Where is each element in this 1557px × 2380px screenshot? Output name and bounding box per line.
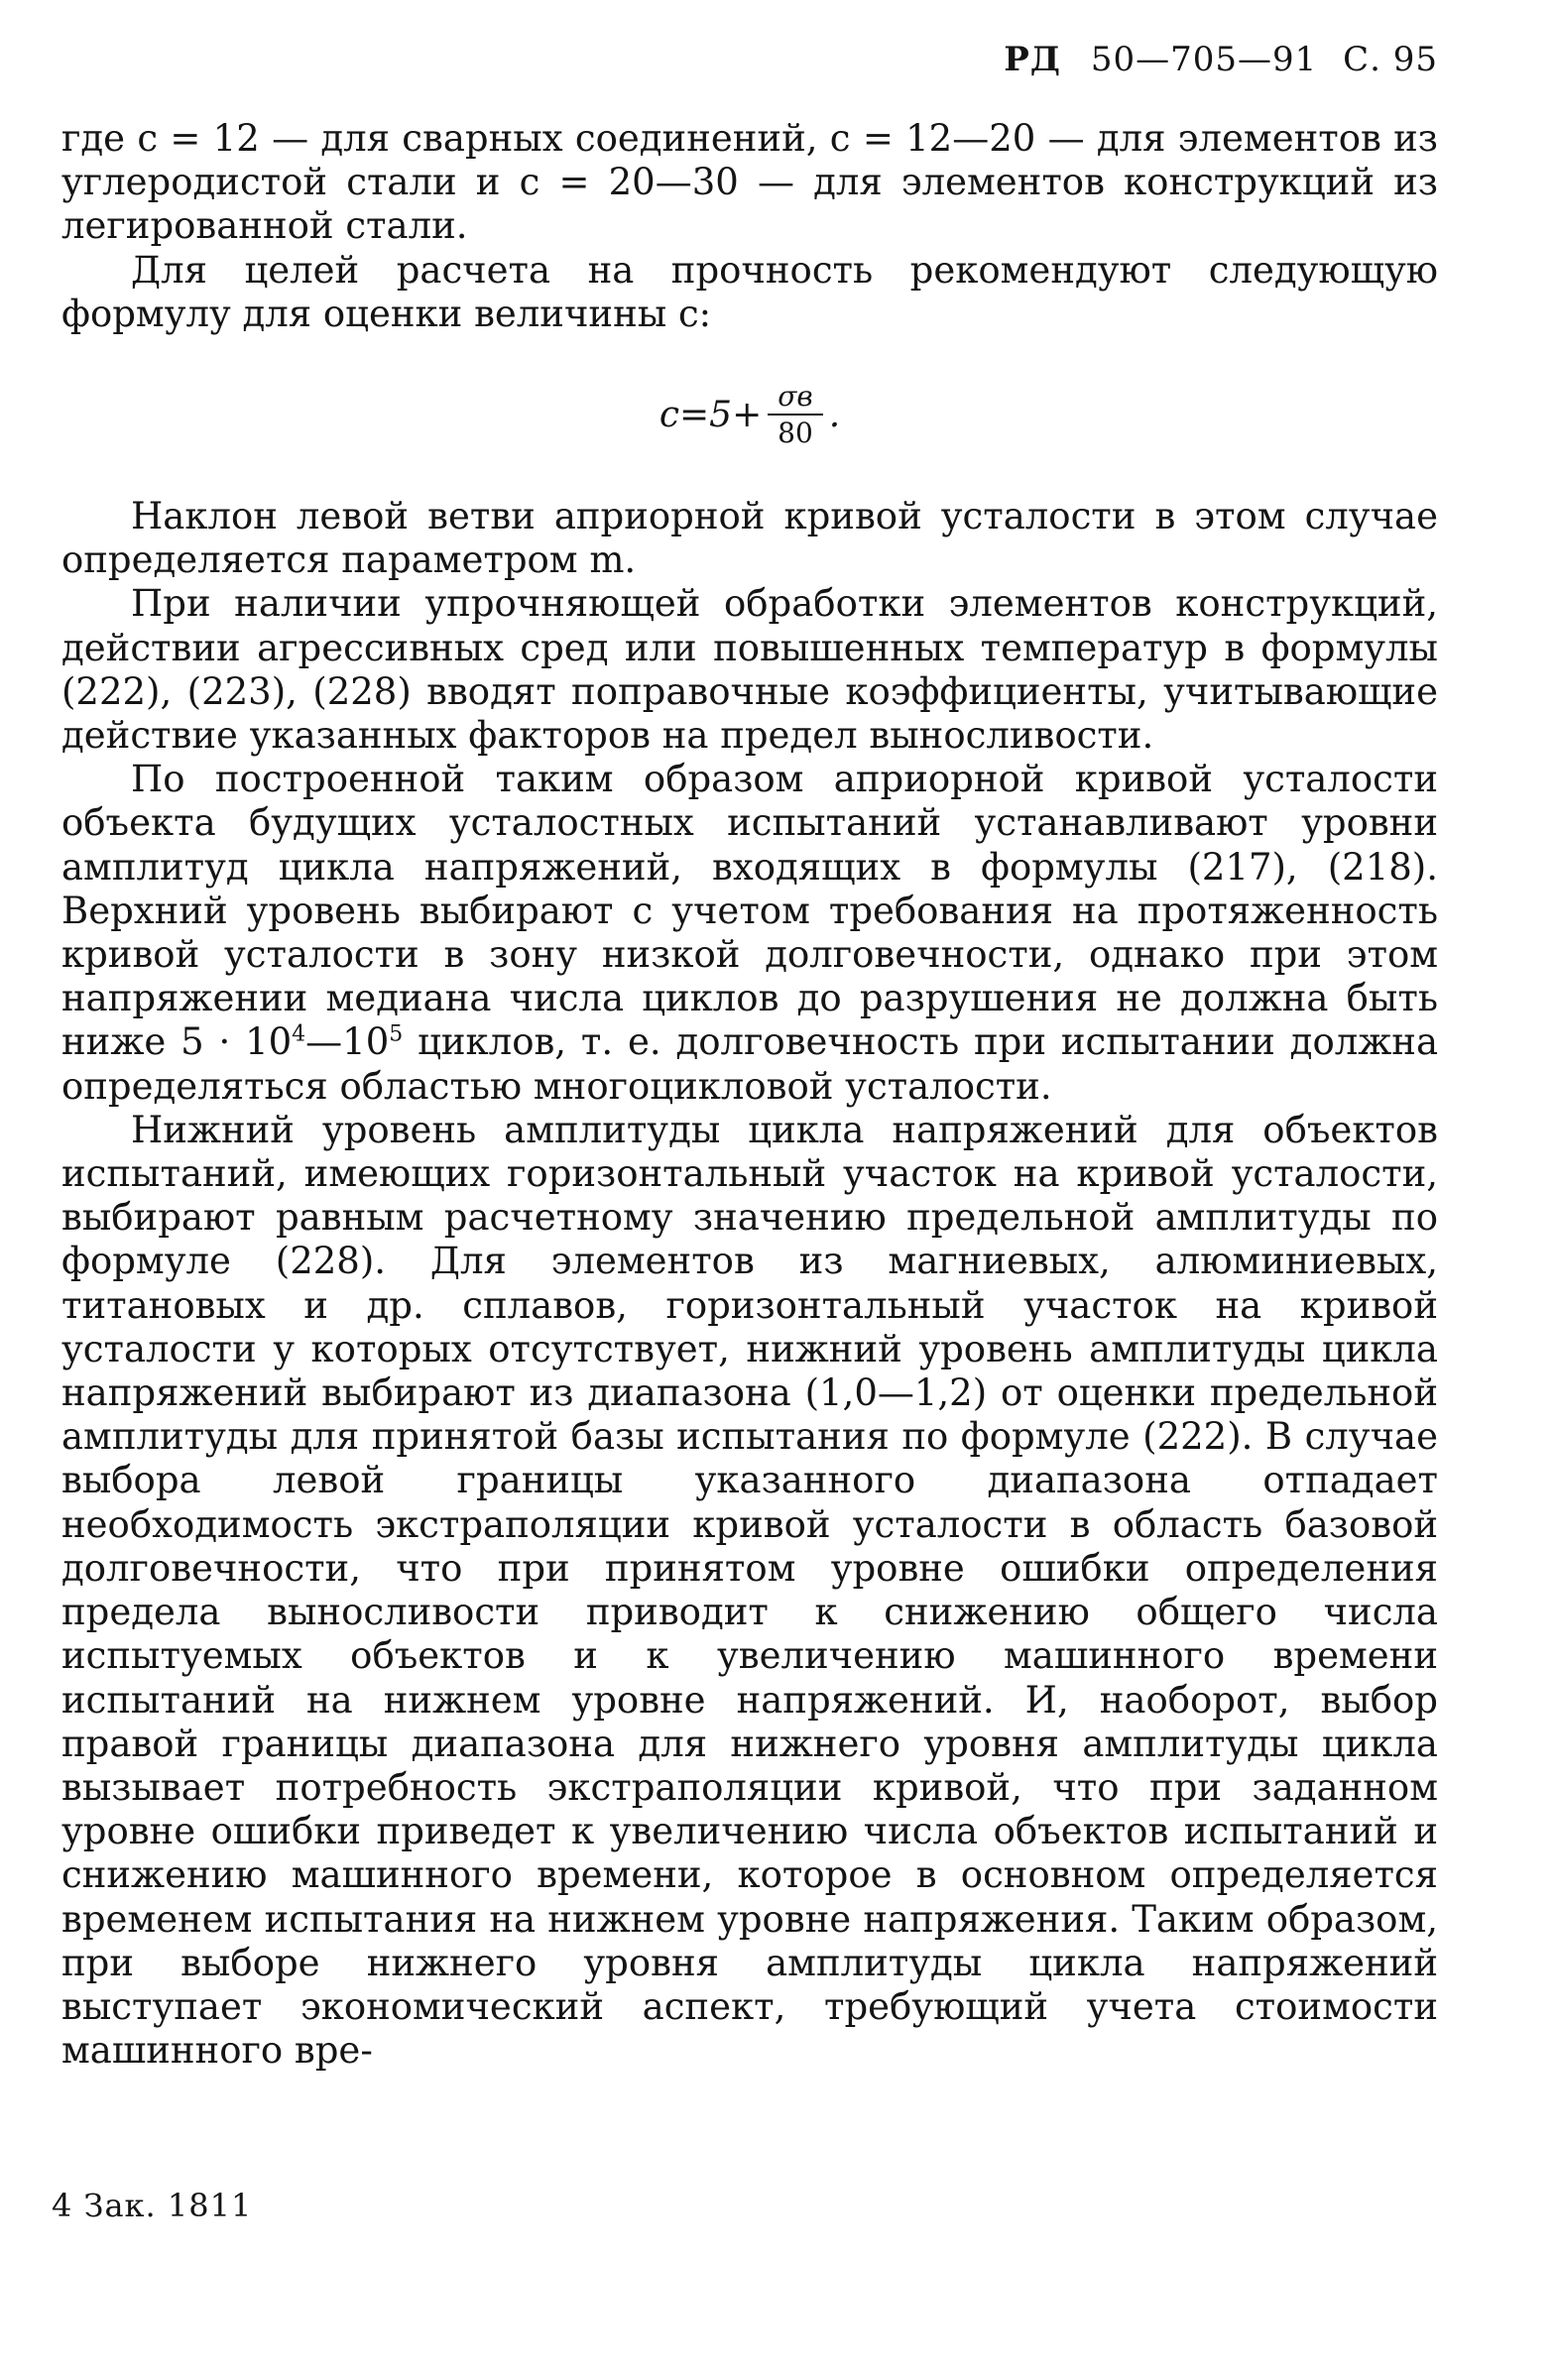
document-number: 50—705—91: [1090, 40, 1318, 79]
print-order-footer: 4 Зак. 1811: [52, 2187, 253, 2224]
formula-numerator: σв: [768, 382, 822, 416]
formula-fraction: [768, 382, 822, 449]
body-text: [61, 117, 1438, 2073]
page-header: [1004, 40, 1438, 79]
paragraph-correction: При наличии упрочняющей обработки элементов конструкций, действии агрессивных сред или повышенных температур в формулы (222), (223), (228) вводят поправочные коэффициенты, учитывающие действие указанных факторов на предел выносливости.: [61, 582, 1438, 758]
document-code: РД: [1004, 40, 1062, 79]
paragraph-slope: Наклон левой ветви априорной кривой усталости в этом случае определяется параметром m.: [61, 495, 1438, 582]
formula-lhs: c=5+: [659, 394, 763, 435]
formula-denominator: 80: [778, 416, 813, 450]
exponent-4: 4: [292, 1022, 306, 1048]
paragraph-upper-level-a: По построенной таким образом априорной кривой усталости объекта будущих усталостных испытаний устанавливают уровни амплитуд цикла напряжений, входящих в формулы (217), (218). Верхний уровень выбирают с учетом требования на протяженность кривой усталости в зону низкой долговечности, однако при этом напряжении медиана числа циклов до разрушения не должна быть ниже 5 · 10: [61, 758, 1438, 1064]
paragraph-formula-intro: Для целей расчета на прочность рекомендуют следующую формулу для оценки величины c:: [61, 248, 1438, 335]
paragraph-c-values: где c = 12 — для сварных соединений, c = 12—20 — для элементов из углеродистой стали и c = 20—30 — для элементов конструкций из легированной стали.: [61, 117, 1438, 248]
paragraph-lower-level: Нижний уровень амплитуды цикла напряжений для объектов испытаний, имеющих горизонтальный участок на кривой усталости, выбирают равным расчетному значению предельной амплитуды по формуле (228). Для элементов из магниевых, алюминиевых, титановых и др. сплавов, горизонтальный участок на кривой усталости у которых отсутствует, нижний уровень амплитуды цикла напряжений выбирают из диапазона (1,0—1,2) от оценки предельной амплитуды для принятой базы испытания по формуле (222). В случае выбора левой границы указанного диапазона отпадает необходимость экстраполяции кривой усталости в область базовой долговечности, что при принятом уровне ошибки определения предела выносливости приводит к снижению общего числа испытуемых объектов и к увеличению машинного времени испытаний на нижнем уровне напряжений. И, наоборот, выбор правой границы диапазона для нижнего уровня амплитуды цикла вызывает потребность экстраполяции кривой, что при заданном уровне ошибки приведет к увеличению числа объектов испытаний и снижению машинного времени, которое в основном определяется временем испытания на нижнем уровне напряжения. Таким образом, при выборе нижнего уровня амплитуды цикла напряжений выступает экономический аспект, требующий учета стоимости машинного вре-: [61, 1108, 1438, 2073]
paragraph-upper-level-c: циклов, т. е. долговечность при испытании должна определяться областью многоцикловой усталости.: [61, 1020, 1439, 1108]
exponent-5: 5: [389, 1022, 404, 1048]
paragraph-upper-level: [61, 758, 1438, 1109]
page-number: С. 95: [1343, 40, 1438, 79]
formula-c: [61, 336, 1438, 495]
paragraph-upper-level-b: —10: [305, 1020, 390, 1064]
formula-trail: .: [828, 394, 841, 435]
